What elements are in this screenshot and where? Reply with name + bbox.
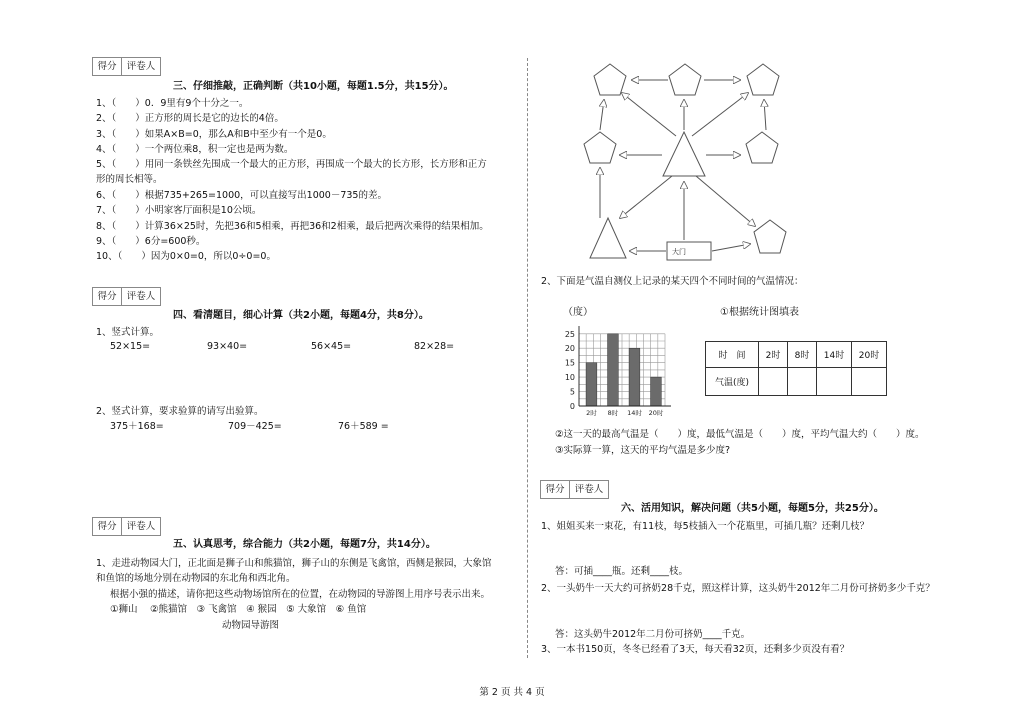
- score-label: 得分: [93, 288, 122, 305]
- section-4-title: 四、看清题目，细心计算（共2小题，每题4分，共8分）。: [173, 310, 429, 321]
- temperature-chart: [555, 322, 675, 422]
- judge-item: 10、（ ）因为0×0=0，所以0÷0=0。: [96, 251, 276, 262]
- column-divider: [527, 58, 528, 658]
- pentagon-shape: [747, 64, 779, 95]
- temp-line: ②这一天的最高气温是（ ）度，最低气温是（ ）度，平均气温大约（ ）度。: [555, 429, 925, 440]
- problem-text: 2、一头奶牛一天大约可挤奶28千克，照这样计算，这头奶牛2012年二月份可挤奶多少千克？: [541, 583, 935, 594]
- table-title: ①根据统计图填表: [720, 307, 799, 318]
- y-tick-label: 5: [569, 387, 575, 397]
- table-row-label: 气温(度): [706, 368, 759, 396]
- problem-text: 1、姐姐买来一束花，有11枝，每5枝插入一个花瓶里，可插几瓶？还剩几枝？: [541, 521, 870, 532]
- judge-item: 6、（ ）根据735+265=1000，可以直接写出1000－735的差。: [96, 190, 387, 201]
- temperature-bar: [629, 348, 640, 406]
- question-label: 1、竖式计算。: [96, 327, 160, 338]
- temp-cell[interactable]: [788, 368, 817, 396]
- temperature-bar: [586, 363, 597, 406]
- grader-label: 评卷人: [126, 521, 156, 532]
- temp-cell[interactable]: [759, 368, 788, 396]
- problem-text: 3、一本书150页，冬冬已经看了3天，每天看32页，还剩多少页没有看？: [541, 644, 850, 655]
- table-header: 20时: [852, 342, 887, 368]
- score-box: [92, 287, 161, 306]
- grader-label: 评卷人: [126, 61, 156, 72]
- chart-unit: （度）: [563, 307, 593, 318]
- table-header: 2时: [759, 342, 788, 368]
- x-tick-label: 2时: [586, 409, 597, 417]
- calc-item: 56×45=: [311, 341, 352, 352]
- judge-item: 1、（ ）0．9里有9个十分之一。: [96, 98, 249, 109]
- temp-cell[interactable]: [852, 368, 887, 396]
- section-6-title: 六、活用知识，解决问题（共5小题，每题5分，共25分）。: [621, 503, 884, 514]
- judge-item: 2、（ ）正方形的周长是它的边长的4倍。: [96, 113, 284, 124]
- y-tick-label: 25: [564, 329, 575, 339]
- x-tick-label: 14时: [627, 409, 642, 417]
- triangle-shape: [663, 132, 705, 176]
- map-caption: 动物园导游图: [222, 620, 280, 631]
- judge-item: 5、（ ）用同一条铁丝先围成一个最大的正方形，再围成一个最大的长方形，长方形和正方: [96, 159, 487, 170]
- score-box: [92, 57, 161, 76]
- zoo-map: [580, 58, 795, 268]
- judge-item: 7、（ ）小明家客厅面积是10公顷。: [96, 205, 262, 216]
- x-tick-label: 20时: [648, 409, 664, 417]
- table-header: 时 间: [706, 342, 759, 368]
- score-label: 得分: [93, 58, 122, 75]
- calc-item: 375＋168=: [110, 421, 164, 432]
- score-box: [540, 480, 609, 499]
- triangle-shape: [590, 218, 626, 258]
- judge-item: 形的周长相等。: [96, 174, 163, 185]
- judge-item: 4、（ ）一个两位乘8，积一定也是两为数。: [96, 144, 294, 155]
- pentagon-shape: [669, 64, 701, 95]
- table-header: 14时: [817, 342, 852, 368]
- text-line: 1、走进动物园大门，正北面是狮子山和熊猫馆，狮子山的东侧是飞禽馆，西侧是猴园，大象馆: [96, 558, 492, 569]
- y-tick-label: 0: [569, 402, 575, 411]
- text-line: ①狮山 ②熊猫馆 ③ 飞禽馆 ④ 猴园 ⑤ 大象馆 ⑥ 鱼馆: [110, 604, 367, 615]
- question-label: 2、竖式计算，要求验算的请写出验算。: [96, 406, 264, 417]
- calc-item: 709－425=: [228, 421, 282, 432]
- pentagon-shape: [594, 64, 626, 95]
- calc-item: 76＋589 =: [338, 421, 389, 432]
- temperature-bar: [651, 377, 662, 406]
- gate-label: 大门: [672, 248, 686, 256]
- y-tick-label: 10: [564, 373, 575, 383]
- score-label: 得分: [93, 518, 122, 535]
- text-line: 根据小强的描述，请你把这些动物场馆所在的位置，在动物园的导游图上用序号表示出来。: [110, 589, 491, 600]
- answer-text: 答：这头奶牛2012年二月份可挤奶____千克。: [555, 629, 751, 640]
- section-5-title: 五、认真思考，综合能力（共2小题，每题7分，共14分）。: [173, 539, 436, 550]
- calc-item: 93×40=: [207, 341, 248, 352]
- grader-label: 评卷人: [574, 484, 604, 495]
- judge-item: 8、（ ）计算36×25时，先把36和5相乘，再把36和2相乘，最后把两次乘得的结果相加。: [96, 221, 489, 232]
- calc-item: 52×15=: [110, 341, 151, 352]
- score-box: [92, 517, 161, 536]
- temp-line: ③实际算一算，这天的平均气温是多少度?: [555, 445, 731, 456]
- section-3-title: 三、仔细推敲，正确判断（共10小题，每题1.5分，共15分）。: [173, 81, 454, 92]
- temperature-table: [705, 341, 887, 396]
- calc-item: 82×28=: [414, 341, 455, 352]
- judge-item: 3、（ ）如果A×B=0，那么A和B中至少有一个是0。: [96, 129, 332, 140]
- temp-question: 2、下面是气温自测仪上记录的某天四个不同时间的气温情况：: [541, 276, 804, 287]
- y-tick-label: 20: [564, 344, 575, 354]
- x-tick-label: 8时: [607, 409, 619, 417]
- y-tick-label: 15: [564, 358, 575, 368]
- answer-text: 答：可插____瓶。还剩____枝。: [555, 566, 689, 577]
- temperature-bar: [608, 334, 619, 406]
- pentagon-shape: [584, 132, 616, 163]
- pentagon-shape: [746, 132, 778, 163]
- page-footer: 第 2 页 共 4 页: [479, 687, 545, 698]
- pentagon-shape: [754, 220, 786, 253]
- temp-cell[interactable]: [817, 368, 852, 396]
- grader-label: 评卷人: [126, 291, 156, 302]
- text-line: 和鱼馆的场地分别在动物园的东北角和西北角。: [96, 573, 296, 584]
- judge-item: 9、（ ）6分=600秒。: [96, 236, 206, 247]
- score-label: 得分: [541, 481, 570, 498]
- table-header: 8时: [788, 342, 817, 368]
